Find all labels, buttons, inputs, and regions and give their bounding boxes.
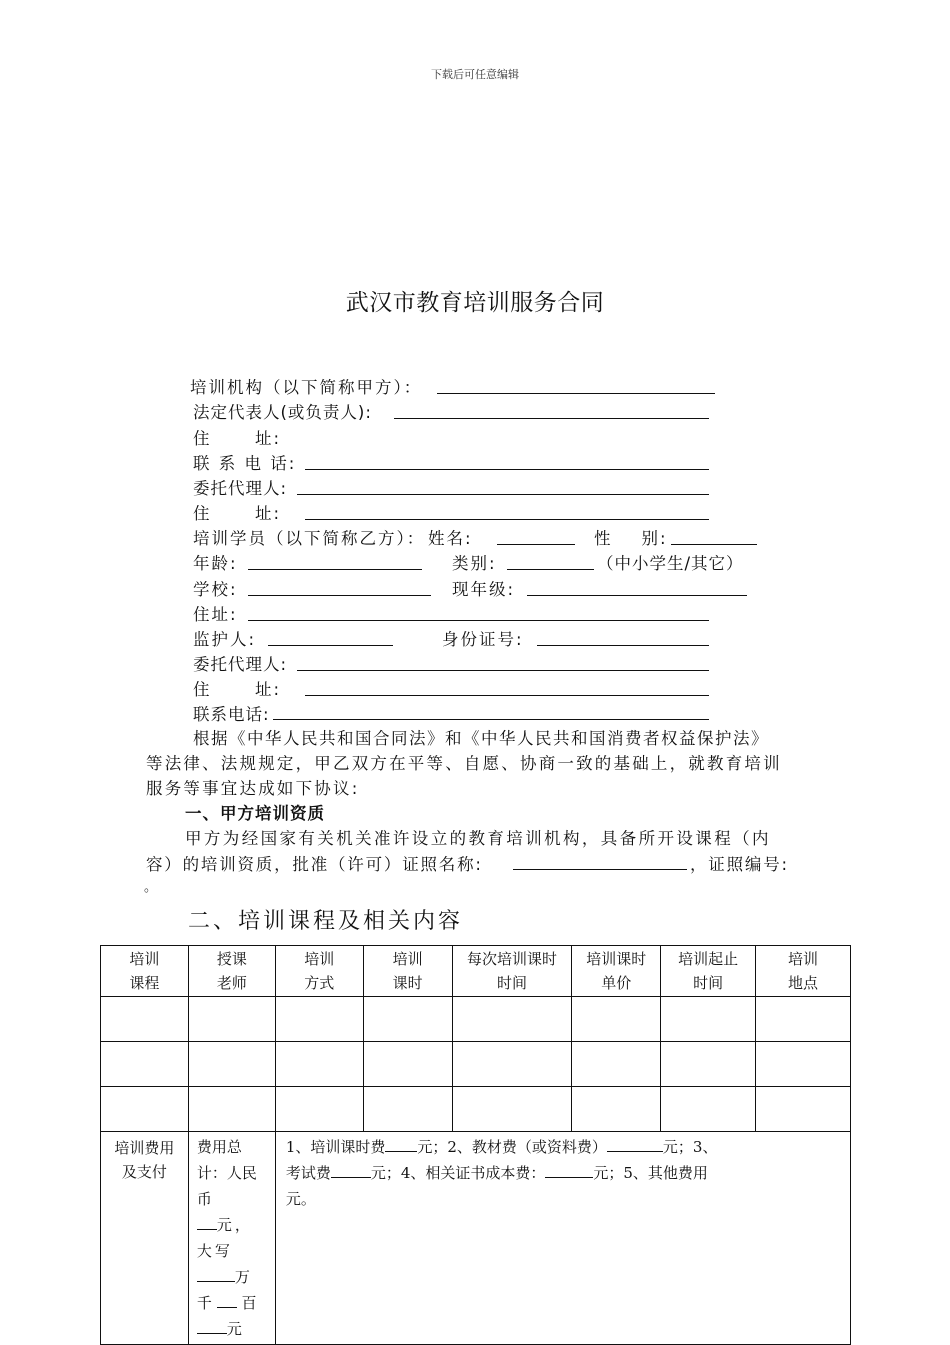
party-a-agent-address-label: 住 址: [193, 504, 282, 523]
party-a-phone-field[interactable] [305, 469, 709, 470]
party-b-agent-field[interactable] [297, 670, 709, 671]
age-field[interactable] [248, 569, 422, 570]
grade-field[interactable] [527, 595, 747, 596]
table-cell[interactable] [572, 1042, 661, 1087]
license-name-field[interactable] [513, 869, 687, 870]
party-a-org-field[interactable] [437, 393, 715, 394]
gender-field[interactable] [671, 544, 757, 545]
guardian-field[interactable] [268, 645, 393, 646]
table-cell[interactable] [452, 997, 572, 1042]
party-b-phone-field[interactable] [273, 719, 709, 720]
preamble-line-3: 服务等事宜达成如下协议: [146, 779, 360, 798]
party-a-agent-field[interactable] [297, 494, 709, 495]
col-header-unit-price: 培训课时 单价 [572, 946, 661, 997]
table-cell[interactable] [275, 1042, 363, 1087]
age-label: 年龄: [193, 554, 238, 573]
table-cell[interactable] [275, 997, 363, 1042]
table-cell[interactable] [363, 1042, 452, 1087]
table-cell[interactable] [188, 1087, 275, 1132]
preamble-line-2: 等法律、法规规定，甲乙双方在平等、自愿、协商一致的基础上，就教育培训 [146, 754, 782, 773]
name-label: 姓名: [428, 529, 473, 548]
table-cell[interactable] [756, 997, 851, 1042]
party-b-address-field[interactable] [248, 620, 709, 621]
section-1-line-2a: 容）的培训资质，批准（许可）证照名称: [146, 855, 483, 874]
fee-detail-cell: 1、培训课时费 元；2、教材费（或资料费） 元；3、 考试费 元；4、相关证书成本费： 元；5、其他费用 元。 [275, 1132, 850, 1345]
col-header-teacher: 授课 老师 [188, 946, 275, 997]
party-a-org-label: 培训机构（以下简称甲方）： [190, 378, 423, 397]
header-note: 下载后可任意编辑 [431, 68, 519, 81]
course-table-header-row [101, 946, 851, 997]
gender-label: 性 别: [594, 529, 668, 548]
fee-label-cell: 培训费用 及支付 [101, 1132, 189, 1345]
category-label: 类别: [452, 554, 497, 573]
section-1-line-3: 。 [144, 880, 160, 895]
fee-row [101, 1132, 851, 1345]
table-row [101, 997, 851, 1042]
course-table [100, 945, 851, 1345]
fee-total-yuan-blank[interactable] [197, 1213, 217, 1230]
table-cell[interactable] [756, 1087, 851, 1132]
contract-title: 武汉市教育培训服务合同 [345, 290, 605, 316]
col-header-period: 培训起止 时间 [661, 946, 756, 997]
col-header-course: 培训 课程 [101, 946, 189, 997]
id-number-label: 身份证号: [442, 630, 524, 649]
certificate-fee-blank[interactable] [545, 1161, 593, 1178]
party-b-agent-address-label: 住 址: [193, 680, 282, 699]
exam-fee-blank[interactable] [331, 1161, 371, 1178]
table-cell[interactable] [188, 997, 275, 1042]
name-field[interactable] [497, 544, 575, 545]
table-cell[interactable] [101, 997, 189, 1042]
party-a-agent-address-field[interactable] [305, 519, 709, 520]
fee-total-cell: 费用总计：人民币 元，大写万 千 百元 [188, 1132, 275, 1345]
party-a-address-label: 住 址: [193, 429, 282, 448]
party-b-agent-label: 委托代理人: [193, 655, 288, 674]
school-field[interactable] [248, 595, 431, 596]
table-cell[interactable] [363, 1087, 452, 1132]
table-cell[interactable] [452, 1042, 572, 1087]
table-cell[interactable] [101, 1087, 189, 1132]
table-cell[interactable] [101, 1042, 189, 1087]
table-row [101, 1087, 851, 1132]
col-header-session-time: 每次培训课时 时间 [452, 946, 572, 997]
party-a-phone-label: 联 系 电 话: [193, 454, 297, 473]
tuition-fee-blank[interactable] [385, 1135, 417, 1152]
table-cell[interactable] [661, 997, 756, 1042]
preamble-line-1: 根据《中华人民共和国合同法》和《中华人民共和国消费者权益保护法》 [193, 729, 769, 748]
table-cell[interactable] [572, 997, 661, 1042]
guardian-label: 监护人: [193, 630, 257, 649]
section-1-line-1: 甲方为经国家有关机关准许设立的教育培训机构，具备所开设课程（内 [185, 829, 771, 848]
section-2-heading: 二、培训课程及相关内容 [188, 909, 464, 934]
col-header-location: 培训 地点 [756, 946, 851, 997]
table-cell[interactable] [661, 1087, 756, 1132]
legal-rep-label: 法定代表人(或负责人): [193, 403, 372, 422]
table-cell[interactable] [661, 1042, 756, 1087]
table-cell[interactable] [275, 1087, 363, 1132]
party-b-trainee-label: 培训学员（以下简称乙方）： [193, 529, 426, 548]
legal-rep-field[interactable] [394, 418, 709, 419]
section-1-heading: 一、甲方培训资质 [185, 804, 325, 823]
party-b-address-label: 住址: [193, 605, 238, 624]
fee-bai-blank[interactable] [197, 1317, 227, 1334]
col-header-hours: 培训 课时 [363, 946, 452, 997]
table-cell[interactable] [572, 1087, 661, 1132]
category-field[interactable] [507, 569, 594, 570]
col-header-method: 培训 方式 [275, 946, 363, 997]
grade-label: 现年级: [452, 580, 516, 599]
party-b-phone-label: 联系电话: [193, 705, 270, 724]
table-cell[interactable] [756, 1042, 851, 1087]
table-cell[interactable] [188, 1042, 275, 1087]
category-options: （中小学生/其它） [597, 554, 744, 573]
id-number-field[interactable] [537, 645, 709, 646]
fee-wan-blank[interactable] [197, 1265, 235, 1282]
party-b-agent-address-field[interactable] [305, 695, 709, 696]
school-label: 学校: [193, 580, 238, 599]
section-1-line-2b: ，证照编号: [690, 855, 789, 874]
table-cell[interactable] [452, 1087, 572, 1132]
table-row [101, 1042, 851, 1087]
material-fee-blank[interactable] [607, 1135, 663, 1152]
table-cell[interactable] [363, 997, 452, 1042]
party-a-agent-label: 委托代理人: [193, 479, 288, 498]
fee-qian-blank[interactable] [217, 1291, 237, 1308]
